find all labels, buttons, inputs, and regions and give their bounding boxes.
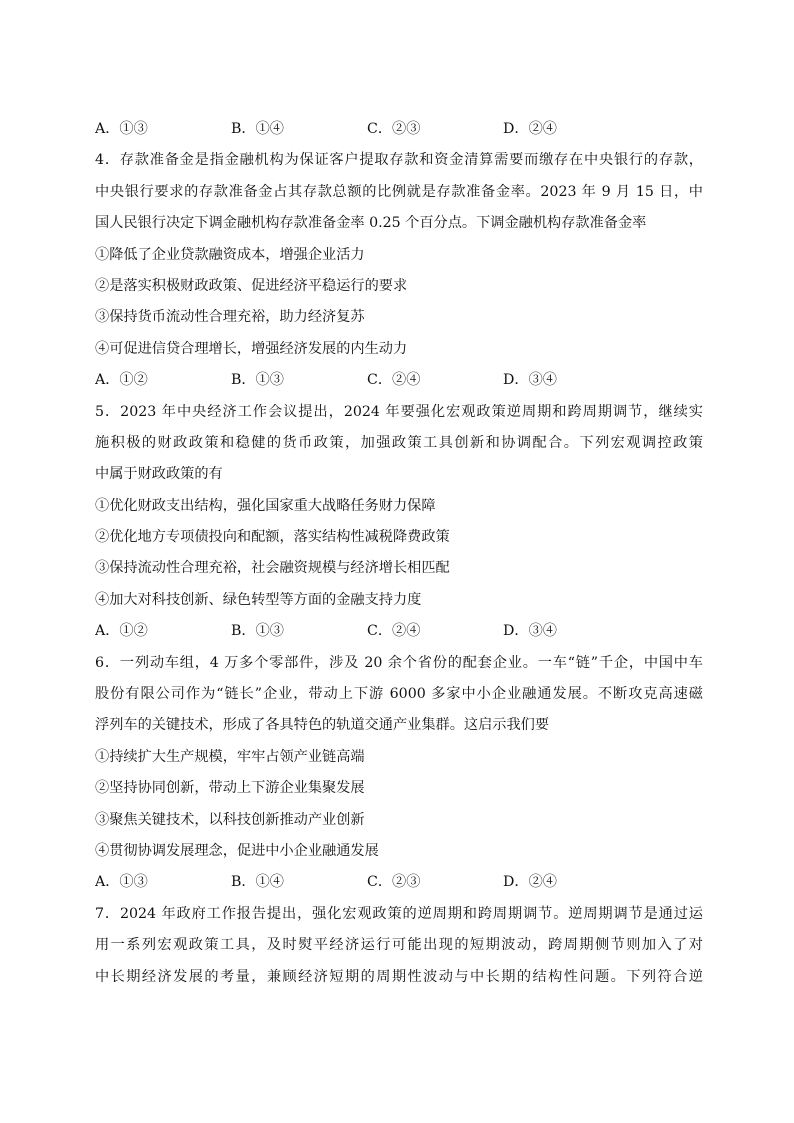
- q5-choice-b[interactable]: B．①③: [231, 623, 284, 640]
- q5-stem-line-1: 5．2023 年中央经济工作会议提出，2024 年要强化宏观政策逆周期和跨周期调节，继续实: [95, 403, 703, 420]
- q6-choice-a[interactable]: A．①③: [95, 874, 148, 891]
- q3-choice-c[interactable]: C．②③: [367, 121, 421, 137]
- q4-option-1: ①降低了企业贷款融资成本，增强企业活力: [95, 246, 365, 263]
- q5-stem-line-2: 施积极的财政政策和稳健的货币政策，加强政策工具创新和协调配合。下列宏观调控政策: [95, 434, 703, 451]
- q6-choice-d[interactable]: D．②④: [503, 874, 557, 891]
- q6-option-3: ③聚焦关键技术，以科技创新推动产业创新: [95, 811, 365, 828]
- q6-stem-line-2: 股份有限公司作为“链长”企业，带动上下游 6000 多家中小企业融通发展。不断攻克高速磁: [95, 686, 703, 703]
- q6-choice-c[interactable]: C．②③: [367, 874, 421, 891]
- q4-choice-d[interactable]: D．③④: [503, 372, 557, 389]
- q3-choice-d[interactable]: D．②④: [503, 121, 557, 137]
- q5-option-1: ①优化财政支出结构，强化国家重大战略任务财力保障: [95, 497, 436, 514]
- q4-choice-b[interactable]: B．①③: [231, 372, 284, 389]
- q5-option-4: ④加大对科技创新、绿色转型等方面的金融支持力度: [95, 591, 422, 608]
- question-5: [95, 400, 703, 651]
- q7-stem-line-1: 7．2024 年政府工作报告提出，强化宏观政策的逆周期和跨周期调节。逆周期调节是通过运: [95, 905, 703, 922]
- q6-option-4: ④贯彻协调发展理念，促进中小企业融通发展: [95, 842, 379, 859]
- q3-choices: [95, 117, 703, 148]
- q7-stem-line-3: 中长期经济发展的考量，兼顾经济短期的周期性波动与中长期的结构性问题。下列符合逆: [95, 968, 703, 985]
- question-6: [95, 651, 703, 902]
- q6-choice-b[interactable]: B．①④: [231, 874, 284, 891]
- q5-choice-a[interactable]: A．①②: [95, 623, 148, 640]
- question-4: [95, 148, 703, 399]
- q4-stem-line-1: 4．存款准备金是指金融机构为保证客户提取存款和资金清算需要而缴存在中央银行的存款，: [95, 152, 703, 169]
- q6-option-2: ②坚持协同创新，带动上下游企业集聚发展: [95, 780, 365, 797]
- q5-choice-d[interactable]: D．③④: [503, 623, 557, 640]
- q3-choice-b[interactable]: B．①④: [231, 121, 284, 137]
- q6-option-1: ①持续扩大生产规模，牢牢占领产业链高端: [95, 748, 365, 765]
- q5-choice-c[interactable]: C．②④: [367, 623, 421, 640]
- q4-choice-a[interactable]: A．①②: [95, 372, 148, 389]
- q5-option-3: ③保持流动性合理充裕，社会融资规模与经济增长相匹配: [95, 560, 450, 577]
- q4-choice-c[interactable]: C．②④: [367, 372, 421, 389]
- q4-stem-line-2: 中央银行要求的存款准备金占其存款总额的比例就是存款准备金率。2023 年 9 月 15 日，中: [95, 183, 703, 200]
- q4-stem-line-3: 国人民银行决定下调金融机构存款准备金率 0.25 个百分点。下调金融机构存款准备金率: [95, 215, 647, 232]
- q4-option-3: ③保持货币流动性合理充裕，助力经济复苏: [95, 309, 365, 326]
- question-7: [95, 902, 703, 996]
- q5-option-2: ②优化地方专项债投向和配额，落实结构性减税降费政策: [95, 529, 450, 546]
- q6-choices: [95, 870, 703, 901]
- q6-stem-line-3: 浮列车的关键技术，形成了各具特色的轨道交通产业集群。这启示我们要: [95, 717, 550, 734]
- q5-choices: [95, 619, 703, 650]
- q3-choice-a[interactable]: A．①③: [95, 121, 148, 137]
- q4-option-4: ④可促进信贷合理增长，增强经济发展的内生动力: [95, 340, 408, 357]
- q4-option-2: ②是落实积极财政政策、促进经济平稳运行的要求: [95, 277, 408, 294]
- page-content: [95, 117, 703, 996]
- q4-choices: [95, 368, 703, 399]
- q6-stem-line-1: 6．一列动车组，4 万多个零部件，涉及 20 余个省份的配套企业。一车“链”千企，中国中车: [95, 654, 703, 671]
- q7-stem-line-2: 用一系列宏观政策工具，及时熨平经济运行可能出现的短期波动，跨周期侧节则加入了对: [95, 937, 703, 954]
- q5-stem-line-3: 中属于财政政策的有: [95, 466, 223, 483]
